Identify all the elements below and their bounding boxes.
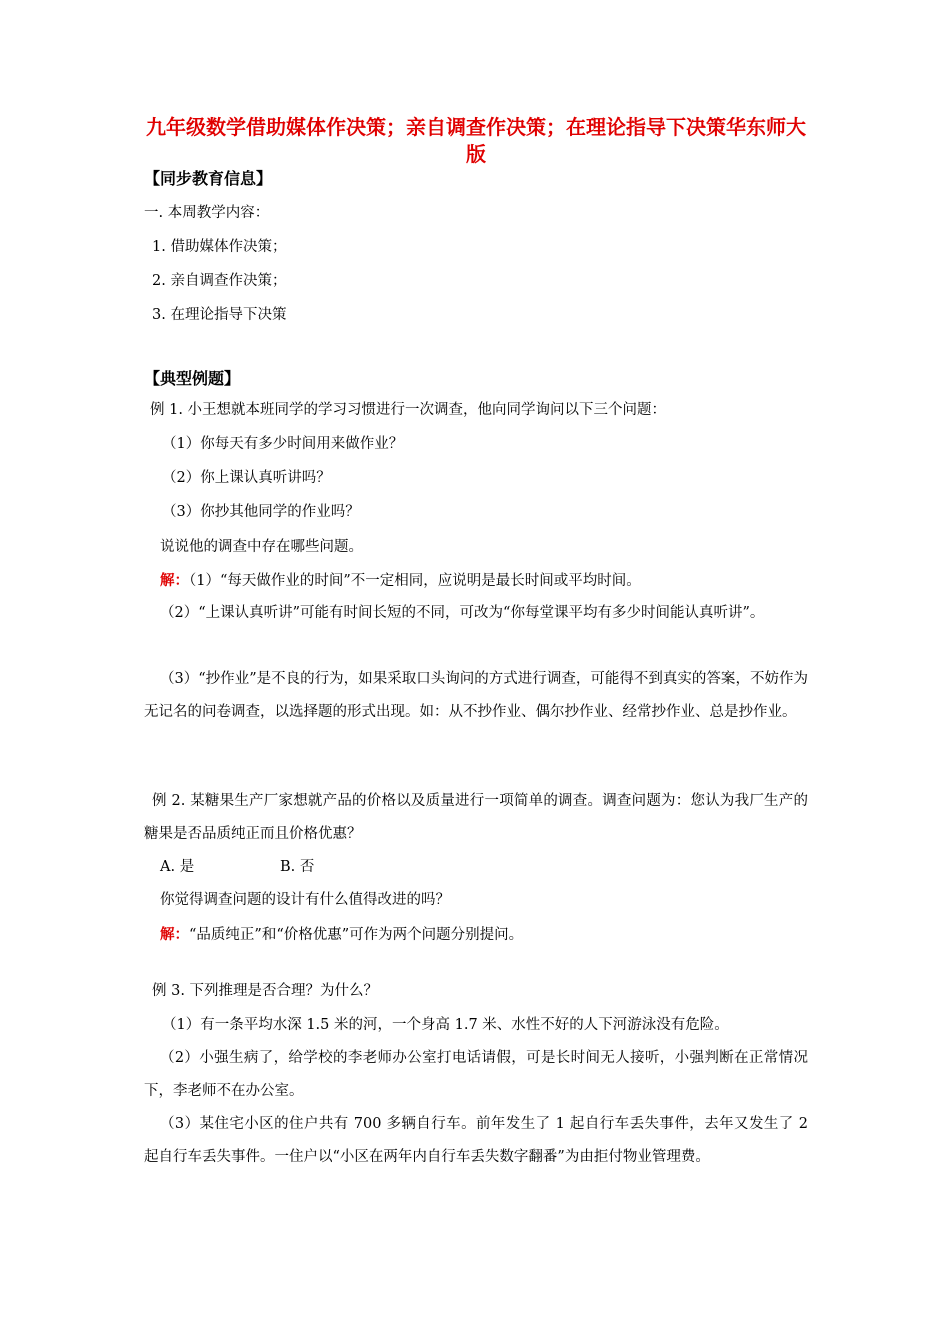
example1-ask: 说说他的调查中存在哪些问题。 xyxy=(160,539,363,555)
example1-question-1: （1）你每天有多少时间用来做作业？ xyxy=(162,436,404,452)
example1-question-3: （3）你抄其他同学的作业吗？ xyxy=(162,504,360,520)
example1-answer-1-line xyxy=(160,564,824,598)
content-item-2: 2. 亲自调查作决策； xyxy=(152,273,287,289)
example1-answer-3: （3）“抄作业”是不良的行为，如果采取口头询问的方式进行调查，可能得不到真实的答案，不妨作为无记名的问卷调查，以选择题的形式出现。如：从不抄作业、偶尔抄作业、经常抄作业、总是抄作业。 xyxy=(144,671,808,720)
example2-stem: 例 2. 某糖果生产厂家想就产品的价格以及质量进行一项简单的调查。调查问题为：您认为我厂生产的糖果是否品质纯正而且价格优惠？ xyxy=(144,793,808,842)
example3-stem: 例 3. 下列推理是否合理？为什么？ xyxy=(152,983,379,999)
example3-item-2: （2）小强生病了，给学校的李老师办公室打电话请假，可是长时间无人接听，小强判断在正常情况下，李老师不在办公室。 xyxy=(144,1050,808,1099)
example1-stem: 例 1. 小王想就本班同学的学习习惯进行一次调查，他向同学询问以下三个问题： xyxy=(150,402,667,418)
example3-item-1: （1）有一条平均水深 1.5 米的河，一个身高 1.7 米、水性不好的人下河游泳没有危险。 xyxy=(162,1017,729,1033)
example3-item-3: （3）某住宅小区的住户共有 700 多辆自行车。前年发生了 1 起自行车丢失事件，去年又发生了 2 起自行车丢失事件。一住户以“小区在两年内自行车丢失数字翻番”为由拒付物业管理费。 xyxy=(144,1116,808,1165)
example1-answer-2: （2）“上课认真听讲”可能有时间长短的不同，可改为“你每堂课平均有多少时间能认真听讲”。 xyxy=(160,605,765,621)
answer-label: 解： xyxy=(160,926,189,943)
example2-ask: 你觉得调查问题的设计有什么值得改进的吗？ xyxy=(160,892,450,908)
sync-info-heading: 【同步教育信息】 xyxy=(144,169,273,188)
option-b: B. 否 xyxy=(280,859,315,875)
content-item-3: 3. 在理论指导下决策 xyxy=(152,307,287,323)
example1-answer-1: （1）“每天做作业的时间”不一定相同，应说明是最长时间或平均时间。 xyxy=(189,573,641,589)
example2-answer-line xyxy=(160,918,824,952)
document-title: 九年级数学借助媒体作决策；亲自调查作决策；在理论指导下决策华东师大版 xyxy=(146,115,806,166)
example2-answer: “品质纯正”和“价格优惠”可作为两个问题分别提问。 xyxy=(189,927,524,943)
answer-label: 解： xyxy=(160,572,189,589)
content-intro: 一. 本周教学内容： xyxy=(144,205,270,221)
option-a: A. 是 xyxy=(160,859,195,875)
example2-options xyxy=(160,851,824,884)
content-item-1: 1. 借助媒体作决策； xyxy=(152,239,287,255)
example1-question-2: （2）你上课认真听讲吗？ xyxy=(162,470,331,486)
examples-heading: 【典型例题】 xyxy=(144,369,241,388)
